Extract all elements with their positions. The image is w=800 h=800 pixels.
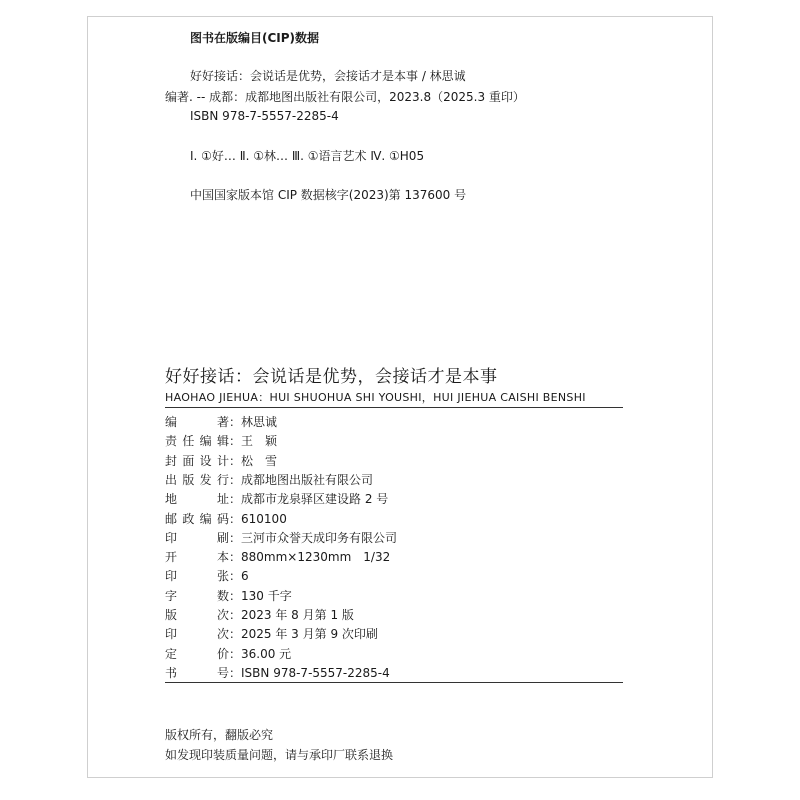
imprint-value: 三河市众誉天成印务有限公司 bbox=[241, 530, 398, 545]
imprint-row bbox=[165, 414, 277, 430]
imprint-row bbox=[165, 433, 277, 449]
imprint-separator: ： bbox=[229, 434, 242, 449]
imprint-value: 880mm×1230mm 1/32 bbox=[241, 550, 391, 565]
cip-header: 图书在版编目(CIP)数据 bbox=[190, 31, 320, 45]
imprint-value: 王 颖 bbox=[241, 434, 278, 449]
imprint-row bbox=[165, 453, 277, 469]
title-divider bbox=[165, 407, 623, 408]
imprint-label: 定 价 bbox=[165, 646, 229, 661]
imprint-label: 开 本 bbox=[165, 550, 229, 565]
imprint-separator: ： bbox=[229, 453, 242, 468]
imprint-label: 责任编辑 bbox=[165, 434, 229, 449]
imprint-separator: ： bbox=[229, 627, 242, 642]
imprint-row bbox=[165, 665, 390, 681]
imprint-label: 出版发行 bbox=[165, 472, 229, 487]
imprint-value: 130 千字 bbox=[241, 588, 292, 603]
imprint-separator: ： bbox=[229, 472, 242, 487]
imprint-label: 字 数 bbox=[165, 588, 229, 603]
imprint-row bbox=[165, 607, 354, 623]
book-title: 好好接话：会说话是优势，会接话才是本事 bbox=[165, 367, 498, 387]
rights-statement: 版权所有，翻版必究 bbox=[165, 728, 274, 742]
imprint-value: 成都市龙泉驿区建设路 2 号 bbox=[241, 492, 389, 507]
imprint-separator: ： bbox=[229, 415, 242, 429]
imprint-value: 2025 年 3 月第 9 次印刷 bbox=[241, 627, 378, 642]
imprint-separator: ： bbox=[229, 550, 242, 565]
imprint-label: 印 次 bbox=[165, 627, 229, 642]
imprint-row bbox=[165, 568, 249, 584]
quality-notice: 如发现印装质量问题，请与承印厂联系退换 bbox=[165, 748, 394, 762]
cip-verification-line: 中国国家版本馆 CIP 数据核字(2023)第 137600 号 bbox=[190, 188, 467, 202]
imprint-label: 印 张 bbox=[165, 569, 229, 584]
imprint-label: 地 址 bbox=[165, 492, 229, 507]
cip-title-line: 好好接话：会说话是优势，会接话才是本事 / 林思诚 bbox=[190, 69, 466, 83]
imprint-label: 封面设计 bbox=[165, 453, 229, 468]
imprint-row bbox=[165, 646, 291, 662]
cip-isbn-line: ISBN 978-7-5557-2285-4 bbox=[190, 109, 339, 123]
imprint-value: 林思诚 bbox=[241, 415, 278, 429]
cip-classification-line: Ⅰ. ①好… Ⅱ. ①林… Ⅲ. ①语言艺术 Ⅳ. ①H05 bbox=[190, 149, 425, 163]
imprint-label: 邮政编码 bbox=[165, 511, 229, 526]
imprint-row bbox=[165, 472, 373, 488]
imprint-value: 松 雪 bbox=[241, 453, 278, 468]
cip-publisher-line: 编著. -- 成都：成都地图出版社有限公司，2023.8（2025.3 重印） bbox=[165, 90, 525, 104]
imprint-value: 2023 年 8 月第 1 版 bbox=[241, 608, 354, 622]
imprint-label: 版 次 bbox=[165, 608, 229, 622]
book-title-pinyin: HAOHAO JIEHUA：HUI SHUOHUA SHI YOUSHI，HUI JIEHUA CAISHI BENSHI bbox=[165, 391, 586, 404]
imprint-value: 610100 bbox=[241, 511, 287, 526]
imprint-separator: ： bbox=[229, 530, 242, 545]
imprint-separator: ： bbox=[229, 608, 242, 622]
imprint-row bbox=[165, 511, 287, 527]
imprint-separator: ： bbox=[229, 588, 242, 603]
imprint-separator: ： bbox=[229, 492, 242, 507]
imprint-row bbox=[165, 588, 292, 604]
imprint-row bbox=[165, 530, 397, 546]
imprint-label: 编 著 bbox=[165, 415, 229, 429]
imprint-separator: ： bbox=[229, 569, 242, 584]
imprint-row bbox=[165, 491, 388, 507]
imprint-separator: ： bbox=[229, 511, 242, 526]
imprint-label: 印 刷 bbox=[165, 530, 229, 545]
details-divider bbox=[165, 682, 623, 683]
imprint-value: 36.00 元 bbox=[241, 646, 292, 661]
imprint-value: 6 bbox=[241, 569, 249, 584]
imprint-row bbox=[165, 626, 378, 642]
imprint-value: ISBN 978-7-5557-2285-4 bbox=[241, 665, 390, 680]
imprint-separator: ： bbox=[229, 665, 242, 680]
imprint-label: 书 号 bbox=[165, 665, 229, 680]
imprint-separator: ： bbox=[229, 646, 242, 661]
imprint-row bbox=[165, 549, 390, 565]
imprint-value: 成都地图出版社有限公司 bbox=[241, 472, 374, 487]
